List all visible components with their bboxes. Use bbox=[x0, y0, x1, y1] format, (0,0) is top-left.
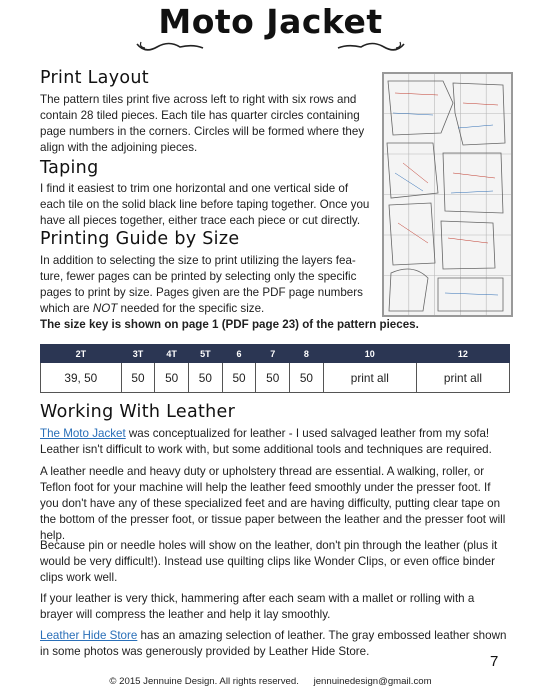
taping-heading: Taping bbox=[40, 158, 99, 178]
size-header-cell: 8 bbox=[290, 345, 324, 363]
size-page-table bbox=[40, 344, 510, 393]
moto-jacket-link[interactable]: The Moto Jacket bbox=[40, 427, 126, 440]
size-header-cell: 3T bbox=[121, 345, 155, 363]
print-layout-text: The pattern tiles print five across left to right with six rows and contain 28 tiled pieces. Each tile has quarter circles containing page numbers in the corners. Circles will be formed where they align with the adjoining pieces. bbox=[40, 93, 365, 154]
leather-hide-store-link[interactable]: Leather Hide Store bbox=[40, 629, 138, 642]
size-header-row bbox=[41, 345, 510, 363]
size-header-cell: 4T bbox=[155, 345, 189, 363]
page-number: 7 bbox=[490, 653, 499, 670]
size-value-cell: 39, 50 bbox=[41, 363, 122, 393]
size-header-cell: 2T bbox=[41, 345, 122, 363]
leather-needle-text: A leather needle and heavy duty or upholstery thread are essential. A walking, roller, or Teflon foot for your machine will help the leather feed smoothly under the presser foot. If you don't have any of these specialized feet and are having difficulty, putting clear tape on the bottom of the presser foot, or tissue paper between the leather and the presser foot will help. bbox=[40, 465, 506, 542]
leather-thick-text: If your leather is very thick, hammering after each seam with a mallet or rolling with a brayer will compress the leather and help it lay smoothly. bbox=[40, 592, 475, 621]
size-key-note: The size key is shown on page 1 (PDF page 23) of the pattern pieces. bbox=[40, 318, 419, 331]
footer-copyright: © 2015 Jennuine Design. All rights reserved. bbox=[109, 676, 299, 687]
size-value-cell: 50 bbox=[155, 363, 189, 393]
print-layout-heading: Print Layout bbox=[40, 68, 149, 88]
leather-store-text: Leather Hide Store has an amazing selection of leather. The gray embossed leather shown in some photos was generously provided by Leather Hide Store. bbox=[40, 629, 507, 658]
size-value-cell: 50 bbox=[290, 363, 324, 393]
size-header-cell: 6 bbox=[222, 345, 256, 363]
working-with-leather-heading: Working With Leather bbox=[40, 402, 236, 422]
page-title: Moto Jacket bbox=[158, 2, 383, 41]
leather-pins-text: Because pin or needle holes will show on the leather, don't pin through the leather (plus it would be very difficult!). Instead use quilting clips like Wonder Clips, or even office binder clips work well. bbox=[40, 539, 498, 584]
pattern-layout-thumbnail bbox=[382, 72, 513, 317]
size-value-cell: 50 bbox=[222, 363, 256, 393]
size-header-cell: 5T bbox=[189, 345, 223, 363]
size-header-cell: 10 bbox=[323, 345, 416, 363]
size-values-row bbox=[41, 363, 510, 393]
size-value-cell: 50 bbox=[189, 363, 223, 393]
size-value-cell: 50 bbox=[256, 363, 290, 393]
size-header-cell: 12 bbox=[416, 345, 509, 363]
left-swirl-ornament bbox=[135, 38, 205, 56]
footer-email: jennuinedesign@gmail.com bbox=[313, 676, 432, 687]
size-value-cell: print all bbox=[416, 363, 509, 393]
size-value-cell: 50 bbox=[121, 363, 155, 393]
printing-guide-heading: Printing Guide by Size bbox=[40, 229, 240, 249]
printing-guide-text: In addition to selecting the size to print utilizing the layers fea-ture, fewer pages can be printed by selecting only the specific pages to print by size. Pages given are the PDF page numbers which are NOT needed for the specific size. bbox=[40, 254, 363, 315]
right-swirl-ornament bbox=[336, 38, 406, 56]
footer bbox=[0, 676, 541, 687]
taping-text: I find it easiest to trim one horizontal and one vertical side of each tile on the solid black line before taping together. Once you have all pieces together, either trace each piece or cut directly. bbox=[40, 182, 370, 227]
size-header-cell: 7 bbox=[256, 345, 290, 363]
leather-intro-text: The Moto Jacket was conceptualized for leather - I used salvaged leather from my sofa! Leather isn't difficult to work with, but some additional tools and techniques are required. bbox=[40, 427, 492, 456]
size-value-cell: print all bbox=[323, 363, 416, 393]
